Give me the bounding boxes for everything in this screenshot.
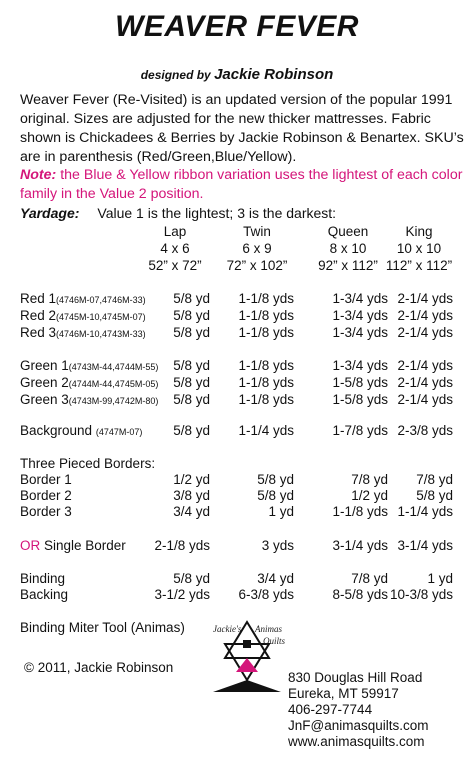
note-label: Note: (20, 167, 57, 183)
logo-block (243, 640, 251, 648)
intro-paragraph: Weaver Fever (Re-Visited) is an updated version of the popular 1991 original. Sizes are adjusted for the new thicker mattresses. Fabric shown is Chickadees & Berries by Jackie Robinson & Benartex. SKU’s are in parenthesis (Red/Green,Blue/Yellow). (20, 92, 464, 165)
size-name: Lap (163, 224, 187, 239)
cell-twin: 1-1/8 yds (238, 291, 294, 306)
table-row (0, 375, 474, 392)
cell-queen: 8-5/8 yds (332, 587, 388, 602)
logo-text-jackies: Jackie's (213, 624, 242, 634)
cell-king: 2-1/4 yds (397, 375, 453, 390)
cell-queen: 1-3/4 yds (332, 358, 388, 373)
animas-quilts-logo (207, 614, 287, 694)
cell-lap: 5/8 yd (173, 571, 210, 586)
cell-lap: 3-1/2 yds (154, 587, 210, 602)
row-label: Background (4747M-07) (20, 423, 143, 438)
cell-lap: 5/8 yd (173, 375, 210, 390)
row-label: Red 1(4746M-07,4746M-33) (20, 291, 146, 306)
yardage-heading (20, 205, 336, 221)
row-label: Green 2(4744M-44,4745M-05) (20, 375, 159, 390)
cell-lap: 5/8 yd (173, 358, 210, 373)
cell-twin: 1-1/8 yds (238, 308, 294, 323)
cell-queen: 7/8 yd (351, 472, 388, 487)
cell-queen: 1-5/8 yds (332, 375, 388, 390)
cell-lap: 5/8 yd (173, 308, 210, 323)
size-dims: 112” x 112” (385, 258, 453, 273)
yardage-label: Yardage: (20, 205, 80, 221)
cell-king: 2-1/4 yds (397, 325, 453, 340)
address-line: Eureka, MT 59917 (288, 686, 399, 701)
cell-queen: 3-1/4 yds (332, 538, 388, 553)
table-row (0, 504, 474, 521)
cell-twin: 1 yd (268, 504, 294, 519)
table-row (0, 538, 474, 555)
row-label: Border 2 (20, 488, 72, 503)
cell-twin: 3 yds (261, 538, 294, 553)
table-row (0, 587, 474, 604)
size-dims: 92” x 112” (318, 258, 378, 273)
row-label: Green 1(4743M-44,4744M-55) (20, 358, 159, 373)
size-blocks: 8 x 10 (329, 241, 367, 256)
cell-queen: 1-3/4 yds (332, 325, 388, 340)
yardage-text: Value 1 is the lightest; 3 is the darkest: (97, 205, 337, 221)
logo-center-triangle (236, 658, 258, 672)
cell-king: 2-1/4 yds (397, 392, 453, 407)
phone: 406-297-7744 (288, 702, 373, 717)
designer-prefix: designed by (140, 68, 211, 82)
size-name: Twin (243, 224, 271, 239)
cell-king: 10-3/8 yds (389, 587, 453, 602)
size-blocks: 6 x 9 (242, 241, 272, 256)
row-label: Green 3(4743M-99,4742M-80) (20, 392, 159, 407)
address-line: 830 Douglas Hill Road (288, 670, 423, 685)
row-label: OR Single Border (20, 538, 126, 553)
cell-queen: 1-7/8 yds (332, 423, 388, 438)
cell-queen: 1-3/4 yds (332, 291, 388, 306)
table-row (0, 358, 474, 375)
table-row (0, 472, 474, 489)
cell-queen: 1-3/4 yds (332, 308, 388, 323)
cell-lap: 5/8 yd (173, 392, 210, 407)
cell-lap: 5/8 yd (173, 423, 210, 438)
note-paragraph (20, 166, 465, 204)
note-text: the Blue & Yellow ribbon variation uses the lightest of each color family in the Value 2 position. (20, 167, 463, 202)
logo-base (213, 680, 281, 692)
table-row (0, 488, 474, 505)
table-row (0, 423, 474, 440)
cell-queen: 1/2 yd (351, 488, 388, 503)
table-row (0, 325, 474, 342)
cell-lap: 3/8 yd (173, 488, 210, 503)
cell-king: 2-1/4 yds (397, 291, 453, 306)
cell-twin: 6-3/8 yds (238, 587, 294, 602)
cell-lap: 2-1/8 yds (154, 538, 210, 553)
cell-lap: 3/4 yd (173, 504, 210, 519)
table-row (0, 392, 474, 409)
cell-king: 2-3/8 yds (397, 423, 453, 438)
cell-twin: 1-1/4 yds (238, 423, 294, 438)
size-blocks: 4 x 6 (160, 241, 190, 256)
cell-queen: 7/8 yd (351, 571, 388, 586)
logo-text-quilts: Quilts (263, 636, 286, 646)
size-dims: 72” x 102” (226, 258, 288, 273)
cell-king: 7/8 yd (416, 472, 453, 487)
table-row (0, 308, 474, 325)
cell-queen: 1-5/8 yds (332, 392, 388, 407)
cell-king: 2-1/4 yds (397, 308, 453, 323)
website-link[interactable]: www.animasquilts.com (288, 734, 425, 749)
row-label: Border 1 (20, 472, 72, 487)
designer-name: Jackie Robinson (214, 66, 334, 83)
logo-text-animas: Animas (255, 624, 282, 634)
borders-heading: Three Pieced Borders: (20, 456, 156, 471)
page-title: WEAVER FEVER (115, 10, 359, 43)
cell-twin: 1-1/8 yds (238, 358, 294, 373)
size-blocks: 10 x 10 (396, 241, 442, 256)
cell-twin: 1-1/8 yds (238, 325, 294, 340)
cell-king: 1-1/4 yds (397, 504, 453, 519)
cell-twin: 1-1/8 yds (238, 392, 294, 407)
cell-queen: 1-1/8 yds (332, 504, 388, 519)
cell-king: 5/8 yd (416, 488, 453, 503)
cell-lap: 5/8 yd (173, 325, 210, 340)
table-row (0, 291, 474, 308)
size-name: King (405, 224, 433, 239)
cell-lap: 1/2 yd (173, 472, 210, 487)
cell-twin: 5/8 yd (257, 472, 294, 487)
or-label: OR (20, 538, 41, 553)
size-dims: 52” x 72” (148, 258, 202, 273)
designer-credit (0, 66, 474, 83)
cell-twin: 1-1/8 yds (238, 375, 294, 390)
size-name: Queen (327, 224, 369, 239)
cell-twin: 3/4 yd (257, 571, 294, 586)
row-label: Red 2(4745M-10,4745M-07) (20, 308, 146, 323)
miter-tool-note: Binding Miter Tool (Animas) (20, 620, 185, 635)
cell-lap: 5/8 yd (173, 291, 210, 306)
table-row (0, 571, 474, 588)
copyright: © 2011, Jackie Robinson (24, 660, 174, 675)
row-label: Red 3(4746M-10,4743M-33) (20, 325, 146, 340)
row-label: Backing (20, 587, 69, 602)
row-label: Border 3 (20, 504, 72, 519)
cell-king: 3-1/4 yds (397, 538, 453, 553)
cell-king: 1 yd (427, 571, 453, 586)
email-link[interactable]: JnF@animasquilts.com (288, 718, 429, 733)
row-label: Binding (20, 571, 66, 586)
cell-twin: 5/8 yd (257, 488, 294, 503)
cell-king: 2-1/4 yds (397, 358, 453, 373)
